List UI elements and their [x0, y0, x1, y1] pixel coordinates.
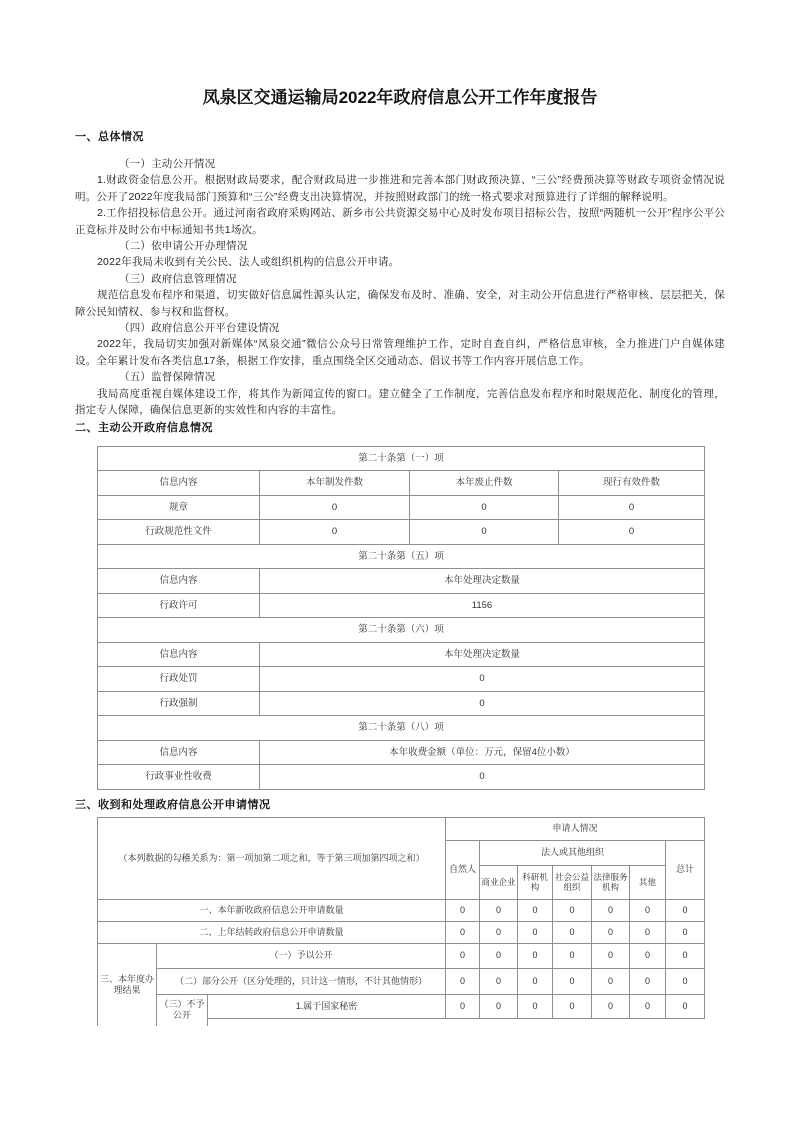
- table-cell: 1156: [260, 593, 705, 618]
- table-cell: （一）予以公开: [157, 943, 446, 968]
- table-row: [98, 569, 705, 594]
- table-row: [98, 667, 705, 692]
- table-cell: 0: [446, 968, 480, 995]
- table-cell: 本年废止件数: [410, 471, 559, 496]
- paragraph: 我局高度重视自媒体建设工作，将其作为新闻宣传的窗口。建立健全了工作制度，完善信息发布程序和时限规范化、制度化的管理，指定专人保障，确保信息更新的实效性和内容的丰富性。: [75, 387, 725, 417]
- table-cell: 0: [260, 520, 410, 545]
- paragraph: 规范信息发布程序和渠道，切实做好信息属性源头认定，确保发布及时、准确、安全，对主动公开信息进行严格审核、层层把关，保障公民知情权、参与权和监督权。: [75, 289, 725, 318]
- table-cell: 总计: [666, 841, 705, 900]
- table-cell: 行政规范性文件: [98, 520, 260, 545]
- table-row: [98, 968, 705, 995]
- section-2-heading: 二、主动公开政府信息情况: [75, 421, 213, 434]
- table-row: [98, 446, 705, 471]
- table-cell: 0: [592, 943, 630, 968]
- table-cell: 法律服务机构: [592, 865, 630, 899]
- table-cell: 0: [666, 995, 705, 1019]
- paragraph: 1.财政资金信息公开。根据财政局要求，配合财政局进一步推进和完善本部门财政预决算、“三公”经费预决算等财政专项资金情况说明。公开了2022年度我局部门预算和“三公”经费支出决算情况，并按照财政部门的统一格式要求对预算进行了详细的解释说明。: [75, 174, 725, 203]
- table-cell: 0: [480, 943, 518, 968]
- table-cell: 本年收费金额（单位：万元，保留4位小数）: [260, 740, 705, 765]
- table-cell: 本年处理决定数量: [260, 642, 705, 667]
- table-cell: 0: [480, 968, 518, 995]
- table-cell: （三）不予公开: [157, 995, 208, 1026]
- table-cell: 0: [553, 995, 592, 1019]
- table-cell: [208, 1019, 446, 1026]
- paragraph: 2022年，我局切实加强对新媒体“凤泉交通”微信公众号日常管理维护工作，定时自查自纠，严格信息审核，全力推进门户自媒体建设。全年累计发布各类信息17条，根据工作安排，重点围绕全区交通动态、倡议书等工作内容开展信息工作。: [75, 338, 725, 367]
- table-row: [98, 593, 705, 618]
- table-cell: 法人或其他组织: [480, 841, 666, 866]
- table-row: [98, 495, 705, 520]
- table-cell: 0: [666, 921, 705, 943]
- proactive-disclosure-table: [97, 446, 705, 790]
- table-cell: 本年制发件数: [260, 471, 410, 496]
- table-cell: 0: [630, 943, 666, 968]
- table-row: [98, 899, 705, 921]
- table-cell: 行政处罚: [98, 667, 260, 692]
- sub-heading: （三）政府信息管理情况: [119, 272, 237, 285]
- table-cell: 0: [410, 520, 559, 545]
- table-cell: 0: [666, 943, 705, 968]
- table-cell: 其他: [630, 865, 666, 899]
- table-cell: 0: [518, 995, 553, 1019]
- table-cell: [630, 1019, 666, 1026]
- table-cell: 0: [446, 995, 480, 1019]
- table-row: [98, 691, 705, 716]
- table-cell: 0: [553, 943, 592, 968]
- table-cell: 0: [260, 765, 705, 790]
- table-cell: 0: [480, 921, 518, 943]
- table-cell: 0: [446, 921, 480, 943]
- table-cell: 0: [592, 921, 630, 943]
- table-cell: 信息内容: [98, 740, 260, 765]
- table-row: [98, 765, 705, 790]
- table-row: [98, 642, 705, 667]
- sub-heading: （五）监督保障情况: [119, 371, 216, 384]
- table-cell: 行政强制: [98, 691, 260, 716]
- table-row: [98, 921, 705, 943]
- table-cell: 0: [446, 899, 480, 921]
- table-row: [98, 943, 705, 968]
- table-cell: 第二十条第（五）项: [98, 544, 705, 569]
- table-cell: 科研机构: [518, 865, 553, 899]
- table-cell: 0: [666, 899, 705, 921]
- table-cell: 第二十条第（六）项: [98, 618, 705, 643]
- table-cell: 0: [592, 968, 630, 995]
- table-cell: 0: [666, 968, 705, 995]
- table-cell: 信息内容: [98, 569, 260, 594]
- table-cell: 0: [480, 899, 518, 921]
- table-cell: 0: [410, 495, 559, 520]
- table-cell: [666, 1019, 705, 1026]
- table-cell: 规章: [98, 495, 260, 520]
- table-cell: 第二十条第（八）项: [98, 716, 705, 741]
- table-cell: 信息内容: [98, 471, 260, 496]
- table-cell: 0: [480, 995, 518, 1019]
- table-cell: 商业企业: [480, 865, 518, 899]
- table-cell: 三、本年度办理结果: [98, 943, 157, 1026]
- table-cell: 0: [592, 899, 630, 921]
- table-cell: 0: [630, 921, 666, 943]
- table-cell: 行政事业性收费: [98, 765, 260, 790]
- table-cell: [553, 1019, 592, 1026]
- sub-heading: （一）主动公开情况: [119, 158, 216, 170]
- table-cell: 本年处理决定数量: [260, 569, 705, 594]
- table-cell: [592, 1019, 630, 1026]
- disclosure-applications-table: [97, 817, 705, 1026]
- table-cell: [446, 1019, 480, 1026]
- table-row: [98, 995, 705, 1019]
- table-cell: 0: [260, 691, 705, 716]
- paragraph: 2.工作招投标信息公开。通过河南省政府采购网站、新乡市公共资源交易中心及时发布项目招标公告，按照“两随机一公开”程序公平公正竞标并及时公布中标通知书共1场次。: [75, 207, 725, 236]
- table-cell: 一、本年新收政府信息公开申请数量: [98, 899, 446, 921]
- table-cell: 0: [630, 899, 666, 921]
- table-cell: （本列数据的勾稽关系为：第一项加第二项之和，等于第三项加第四项之和）: [98, 817, 446, 899]
- paragraph: 2022年我局未收到有关公民、法人或组织机构的信息公开申请。: [97, 256, 400, 269]
- table-cell: 0: [559, 520, 705, 545]
- section-3-heading: 三、收到和处理政府信息公开申请情况: [75, 798, 271, 811]
- table-cell: 二、上年结转政府信息公开申请数量: [98, 921, 446, 943]
- table-cell: 0: [260, 667, 705, 692]
- table-cell: 现行有效件数: [559, 471, 705, 496]
- table-cell: 0: [553, 968, 592, 995]
- table-row: [98, 618, 705, 643]
- section-1-heading: 一、总体情况: [75, 131, 144, 143]
- sub-heading: （四）政府信息公开平台建设情况: [119, 322, 280, 335]
- table-cell: 0: [592, 995, 630, 1019]
- table-row: [98, 817, 705, 841]
- table-cell: （二）部分公开（区分处理的，只计这一情形，不计其他情形）: [157, 968, 446, 995]
- table-cell: 0: [260, 495, 410, 520]
- document-title: 凤泉区交通运输局2022年政府信息公开工作年度报告: [202, 88, 598, 107]
- table-row: [98, 520, 705, 545]
- table-cell: 0: [446, 943, 480, 968]
- table-row: [98, 716, 705, 741]
- table-cell: 信息内容: [98, 642, 260, 667]
- table-cell: 社会公益组织: [553, 865, 592, 899]
- table-row: [98, 544, 705, 569]
- table-cell: [518, 1019, 553, 1026]
- table-cell: 自然人: [446, 841, 480, 900]
- table-cell: [480, 1019, 518, 1026]
- table-row: [98, 740, 705, 765]
- table-cell: 申请人情况: [446, 817, 705, 841]
- section-1-body: [75, 156, 725, 419]
- table-cell: 0: [553, 921, 592, 943]
- table-cell: 0: [559, 495, 705, 520]
- table-cell: 0: [630, 995, 666, 1019]
- table-cell: 0: [518, 968, 553, 995]
- table-cell: 1.属于国家秘密: [208, 995, 446, 1019]
- table-row: [98, 471, 705, 496]
- table-cell: 0: [518, 943, 553, 968]
- table-cell: 0: [553, 899, 592, 921]
- table-cell: 0: [518, 921, 553, 943]
- sub-heading: （二）依申请公开办理情况: [119, 240, 248, 253]
- table-cell: 第二十条第（一）项: [98, 446, 705, 471]
- table-cell: 0: [518, 899, 553, 921]
- table-cell: 0: [630, 968, 666, 995]
- table-cell: 行政许可: [98, 593, 260, 618]
